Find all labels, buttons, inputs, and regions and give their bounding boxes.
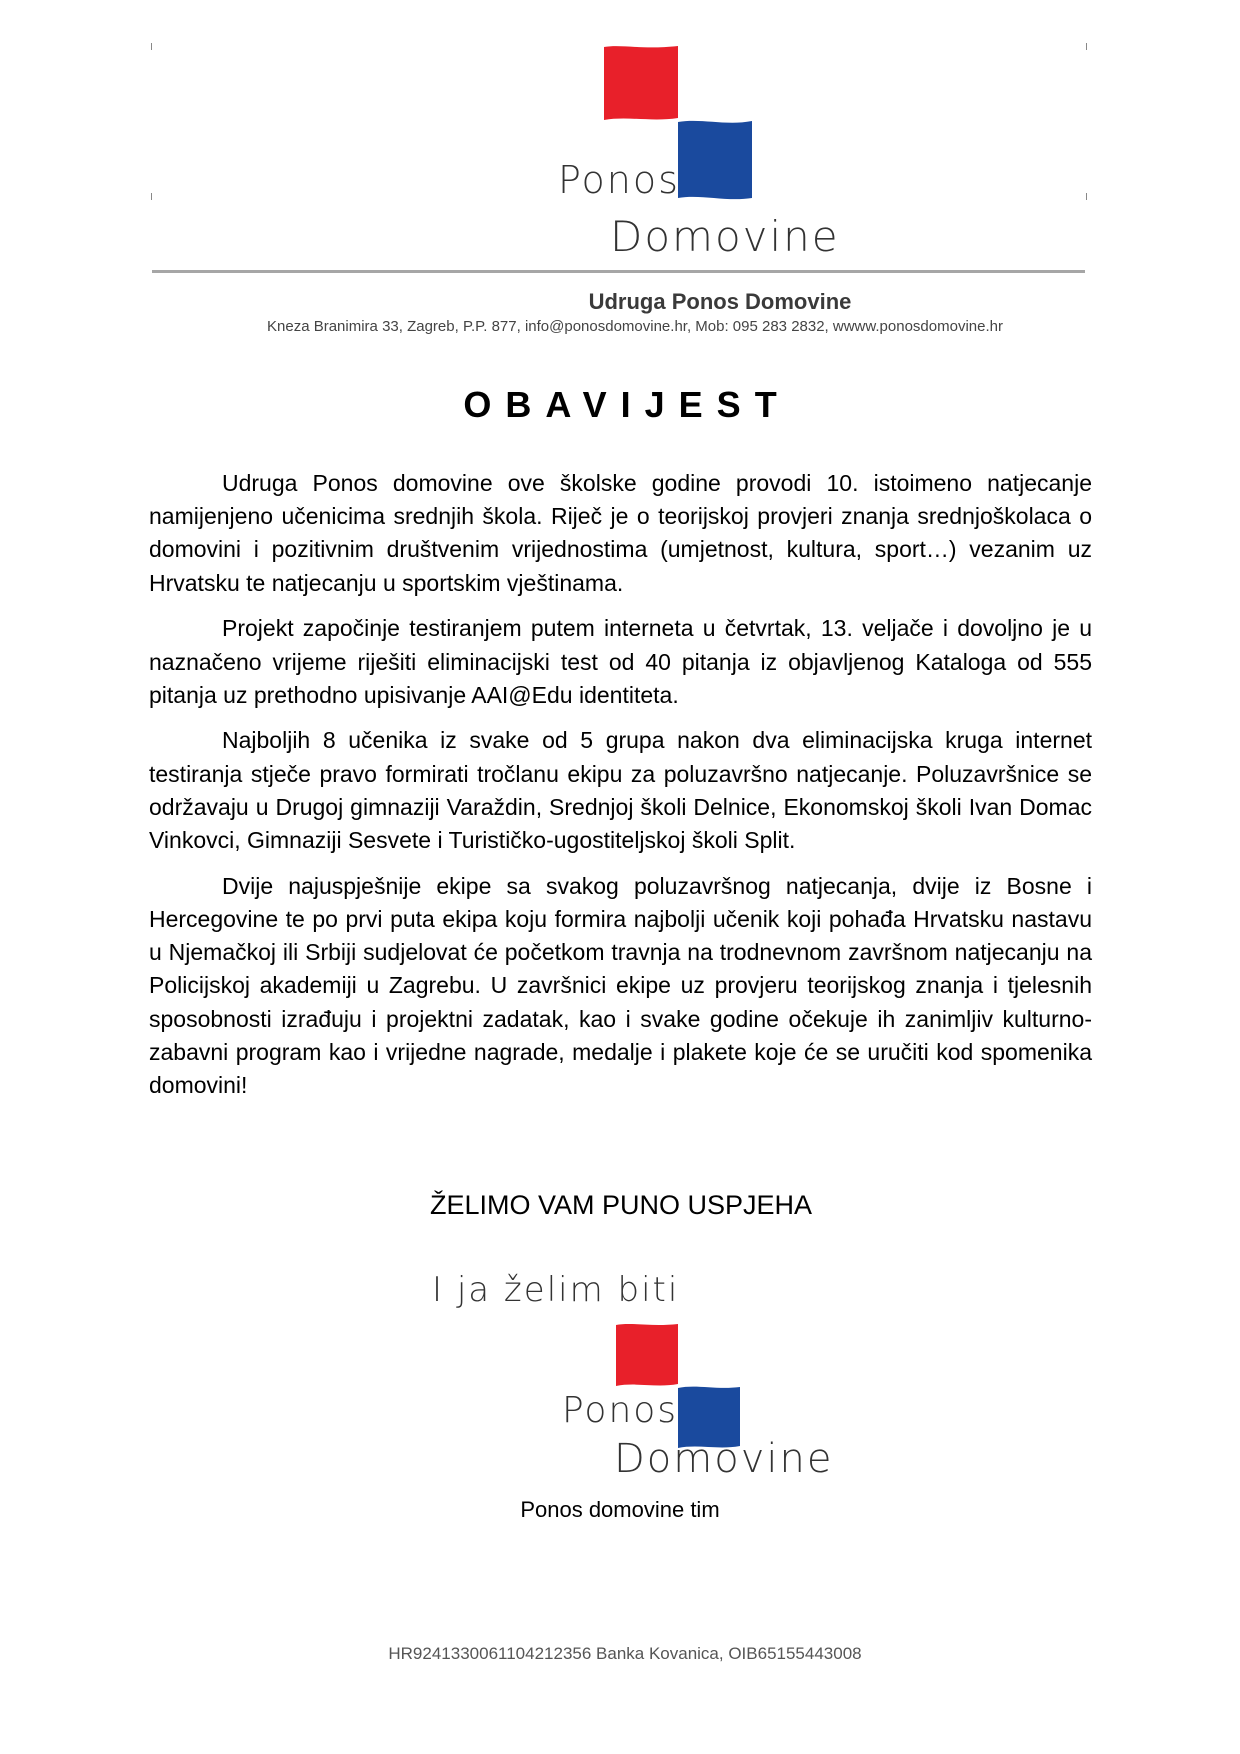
crop-mark	[1086, 193, 1087, 200]
logo-tagline: I ja želim biti	[432, 1270, 680, 1310]
crop-mark	[151, 193, 152, 200]
paragraph: Najboljih 8 učenika iz svake od 5 grupa nakon dva eliminacijska kruga internet testiranja stječe pravo formirati tročlanu ekipu za poluzavršno natjecanje. Poluzavršnice se održavaju u Drugoj gimnaziji Varaždin, Srednjoj školi Delnice, Ekonomskoj školi Ivan Domac Vinkovci, Gimnaziji Sesvete i Turističko-ugostiteljskoj školi Split.	[149, 727, 1092, 854]
logo-text-domovine: Domovine	[614, 1436, 834, 1482]
paragraph: Dvije najuspješnije ekipe sa svakog poluzavršnog natjecanja, dvije iz Bosne i Hercegovine te po prvi puta ekipa koju formira najbolji učenik koji pohađa Hrvatsku nastavu u Njemačkoj ili Srbiji sudjelovat će početkom travnja na trodnevnom završnom natjecanju na Policijskoj akademiji u Zagrebu. U završnici ekipe uz provjeru teorijskog znanja i tjelesnih sposobnosti izrađuju i projektni zadatak, kao i svake godine očekuje ih zanimljiv kulturno-zabavni program kao i vrijedne nagrade, medalje i plakete koje će se uručiti kod spomenika domovini!	[149, 872, 1092, 1098]
paragraph: Projekt započinje testiranjem putem interneta u četvrtak, 13. veljače i dovoljno je u naznačeno vrijeme riješiti eliminacijski test od 40 pitanja iz objavljenog Kataloga od 555 pitanja uz prethodno upisivanje AAI@Edu identiteta.	[149, 615, 1092, 708]
crop-mark	[1086, 43, 1087, 50]
paragraph: Udruga Ponos domovine ove školske godine provodi 10. istoimeno natjecanje namijenjeno učenicima srednjih škola. Riječ je o teorijskoj provjeri znanja srednjoškolaca o domovini i pozitivnim društvenim vrijednostima (umjetnost, kultura, sport…) vezanim uz Hrvatsku te natjecanju u sportskim vještinama.	[149, 470, 1092, 596]
logo-text-ponos: Ponos	[562, 1390, 679, 1431]
red-flag-icon	[602, 44, 680, 122]
document-body	[149, 467, 1092, 1115]
closing-line: ŽELIMO VAM PUNO USPJEHA	[429, 1190, 813, 1220]
red-flag-icon	[614, 1322, 680, 1388]
logo-text-ponos: Ponos	[558, 158, 680, 202]
crop-mark	[151, 43, 152, 50]
logo-text-domovine: Domovine	[610, 212, 840, 261]
footer-bank-info: HR9241330061104212356 Banka Kovanica, OIB65155443008	[388, 1644, 862, 1663]
bottom-logo	[420, 1270, 834, 1482]
header-divider	[152, 270, 1085, 273]
blue-flag-icon	[676, 118, 754, 200]
signature: Ponos domovine tim	[520, 1497, 720, 1522]
document-title: OBAVIJEST	[463, 384, 791, 425]
organization-contact: Kneza Branimira 33, Zagreb, P.P. 877, info@ponosdomovine.hr, Mob: 095 283 2832, wwww.ponosdomovine.hr	[267, 318, 1003, 335]
header-logo	[550, 40, 840, 270]
organization-name: Udruga Ponos Domovine	[588, 289, 852, 314]
